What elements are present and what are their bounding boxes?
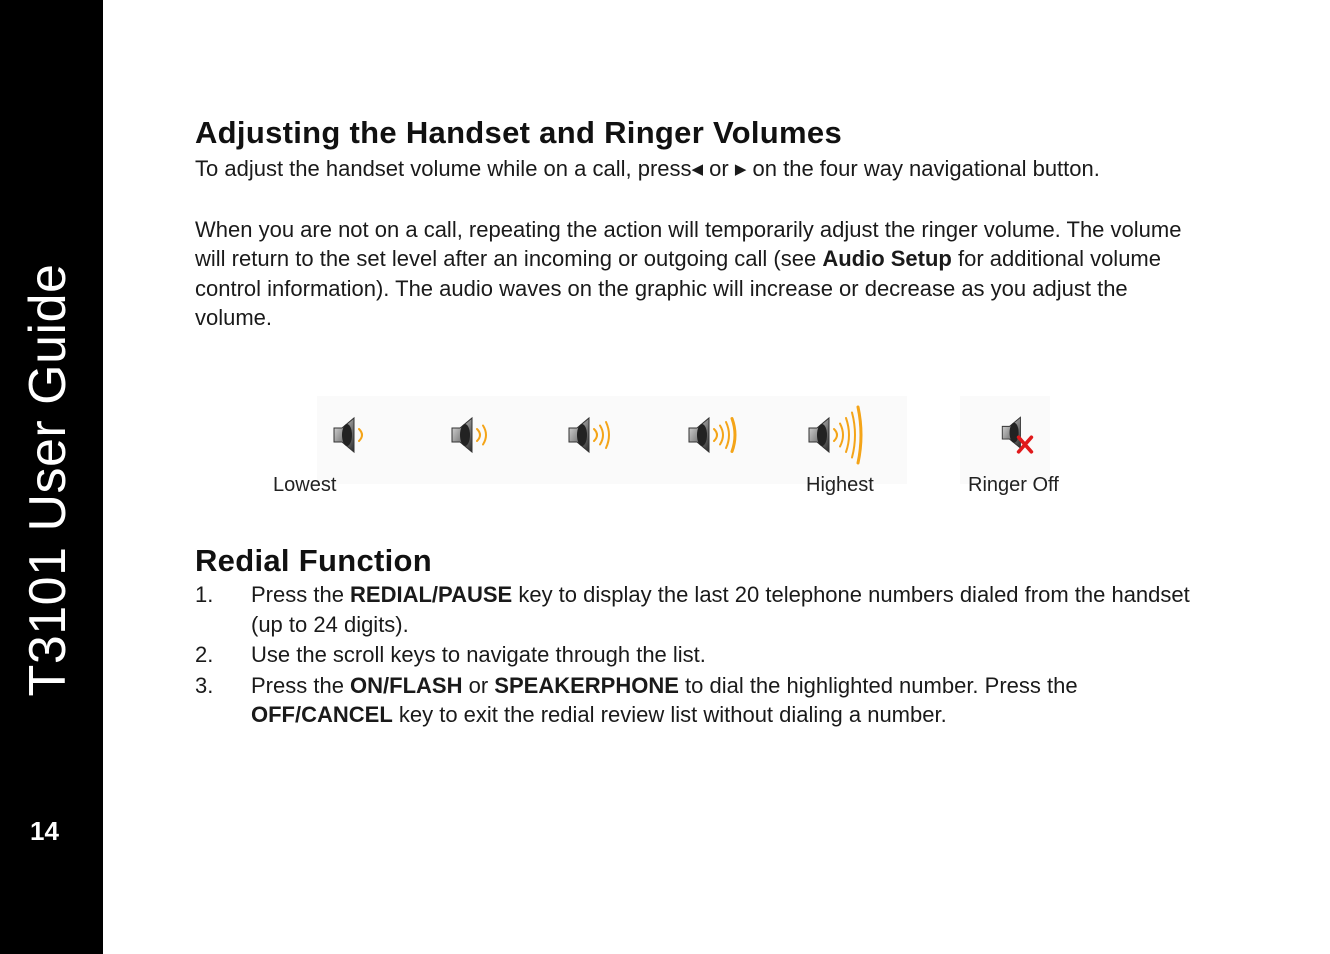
sound-wave: [726, 422, 729, 448]
label-ringer-off: Ringer Off: [968, 474, 1059, 496]
redial-steps-list: [195, 580, 1195, 731]
sound-wave: [600, 426, 603, 445]
sound-wave: [477, 429, 480, 441]
text: Press the: [251, 582, 351, 607]
list-item: [195, 580, 1195, 639]
speaker-level-4-icon: [685, 410, 765, 460]
text: or: [703, 156, 735, 181]
audio-setup-reference: Audio Setup: [822, 246, 952, 271]
speaker-level-1-icon: [330, 410, 410, 460]
label-highest: Highest: [806, 474, 874, 496]
speaker-level-5-icon: [805, 404, 885, 466]
speaker-level-2-icon: [448, 410, 528, 460]
volume-section: [195, 112, 1195, 333]
guide-title: T3101 User Guide: [19, 263, 77, 697]
sound-wave: [720, 426, 723, 445]
sound-wave: [483, 426, 486, 445]
sound-wave: [606, 422, 609, 448]
volume-paragraph-2: [195, 215, 1195, 333]
volume-graphic: [0, 390, 1330, 510]
speaker-level-3-icon: [565, 410, 645, 460]
redial-heading: Redial Function: [195, 543, 432, 578]
list-item: [195, 671, 1195, 730]
sound-wave: [840, 424, 843, 447]
text: When you are not on a call, repeating the action will temporarily adjust the ringer volume. The volume will return to the set level after an incoming or outgoing call (see: [195, 216, 1182, 271]
sound-wave: [714, 429, 717, 441]
text: on the four way navigational button.: [746, 156, 1100, 181]
text: or: [462, 672, 495, 698]
sound-wave: [858, 407, 861, 463]
step-number: 3.: [195, 672, 214, 698]
sound-wave: [834, 429, 837, 441]
page-number: 14: [30, 816, 59, 846]
label-lowest: Lowest: [273, 474, 337, 496]
text: key to display the last 20 telephone numbers dialed from the handset (up to 24 digits).: [251, 582, 1190, 637]
step-number: 2.: [195, 642, 214, 667]
sound-wave: [594, 429, 597, 441]
text: to dial the highlighted number. Press the: [678, 672, 1078, 698]
key-name: OFF/CANCEL: [251, 702, 393, 727]
text: key to exit the redial review list without dialing a number.: [392, 702, 947, 727]
list-item: [195, 640, 1195, 670]
text: Use the scroll keys to navigate through the list.: [251, 642, 706, 667]
volume-heading: Adjusting the Handset and Ringer Volumes: [195, 115, 842, 150]
right-arrow-icon: ▶: [734, 161, 747, 178]
step-number: 1.: [195, 582, 214, 607]
key-name: REDIAL/PAUSE: [350, 582, 513, 607]
text: To adjust the handset volume while on a call, press: [195, 156, 692, 181]
left-arrow-icon: ◀: [691, 161, 704, 178]
key-name: ON/FLASH: [350, 672, 463, 698]
sound-wave: [359, 429, 362, 441]
sound-wave: [852, 413, 855, 458]
key-name: SPEAKERPHONE: [494, 672, 679, 698]
sound-wave: [846, 418, 849, 452]
text: Press the: [251, 672, 351, 698]
speaker-muted-icon: [995, 410, 1075, 460]
volume-paragraph-1: [195, 154, 1195, 185]
sound-wave: [732, 419, 735, 452]
text: for additional volume control information). The audio waves on the graphic will increase or decrease as you adjust the volume.: [195, 246, 1161, 330]
